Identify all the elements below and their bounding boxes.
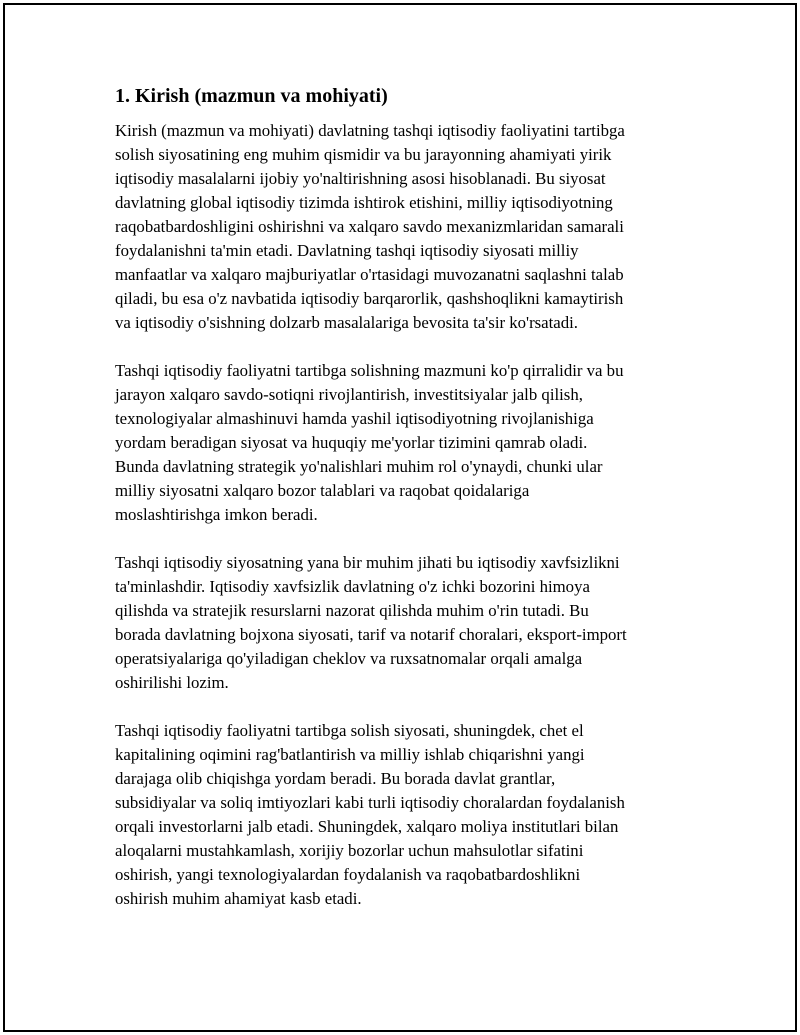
paragraph-line: kapitalining oqimini rag'batlantirish va milliy ishlab chiqarishni yangi xyxy=(115,745,585,764)
paragraph-1 xyxy=(115,119,685,335)
paragraph-line: raqobatbardoshligini oshirishni va xalqaro savdo mexanizmlaridan samarali xyxy=(115,217,624,236)
paragraph-line: Tashqi iqtisodiy siyosatning yana bir muhim jihati bu iqtisodiy xavfsizlikni xyxy=(115,553,620,572)
paragraph-line: foydalanishni ta'min etadi. Davlatning tashqi iqtisodiy siyosati milliy xyxy=(115,241,579,260)
paragraph-line: iqtisodiy masalalarni ijobiy yo'naltirishning asosi hisoblanadi. Bu siyosat xyxy=(115,169,606,188)
paragraph-line: texnologiyalar almashinuvi hamda yashil iqtisodiyotning rivojlanishiga xyxy=(115,409,594,428)
paragraph-line: orqali investorlarni jalb etadi. Shuningdek, xalqaro moliya institutlari bilan xyxy=(115,817,619,836)
paragraph-line: Bunda davlatning strategik yo'nalishlari muhim rol o'ynaydi, chunki ular xyxy=(115,457,603,476)
paragraph-line: va iqtisodiy o'sishning dolzarb masalalariga bevosita ta'sir ko'rsatadi. xyxy=(115,313,578,332)
paragraph-line: solish siyosatining eng muhim qismidir va bu jarayonning ahamiyati yirik xyxy=(115,145,612,164)
section-heading: 1. Kirish (mazmun va mohiyati) xyxy=(115,85,388,107)
paragraph-4 xyxy=(115,719,685,911)
paragraph-line: darajaga olib chiqishga yordam beradi. Bu borada davlat grantlar, xyxy=(115,769,556,788)
paragraph-line: moslashtirishga imkon beradi. xyxy=(115,505,318,524)
document-body xyxy=(115,84,685,935)
paragraph-line: milliy siyosatni xalqaro bozor talablari va raqobat qoidalariga xyxy=(115,481,530,500)
paragraph-line: Tashqi iqtisodiy faoliyatni tartibga solishning mazmuni ko'p qirralidir va bu xyxy=(115,361,624,380)
paragraph-2 xyxy=(115,359,685,527)
paragraph-line: operatsiyalariga qo'yiladigan cheklov va ruxsatnomalar orqali amalga xyxy=(115,649,583,668)
paragraph-line: aloqalarni mustahkamlash, xorijiy bozorlar uchun mahsulotlar sifatini xyxy=(115,841,584,860)
paragraph-line: Kirish (mazmun va mohiyati) davlatning tashqi iqtisodiy faoliyatini tartibga xyxy=(115,121,625,140)
paragraph-line: subsidiyalar va soliq imtiyozlari kabi turli iqtisodiy choralardan foydalanish xyxy=(115,793,625,812)
paragraph-line: yordam beradigan siyosat va huquqiy me'yorlar tizimini qamrab oladi. xyxy=(115,433,588,452)
paragraph-line: manfaatlar va xalqaro majburiyatlar o'rtasidagi muvozanatni saqlashni talab xyxy=(115,265,624,284)
paragraph-line: ta'minlashdir. Iqtisodiy xavfsizlik davlatning o'z ichki bozorini himoya xyxy=(115,577,590,596)
paragraph-line: borada davlatning bojxona siyosati, tarif va notarif choralari, eksport-import xyxy=(115,625,627,644)
paragraph-line: jarayon xalqaro savdo-sotiqni rivojlantirish, investitsiyalar jalb qilish, xyxy=(115,385,583,404)
paragraph-line: oshirish, yangi texnologiyalardan foydalanish va raqobatbardoshlikni xyxy=(115,865,581,884)
paragraph-3 xyxy=(115,551,685,695)
paragraph-line: qilishda va stratejik resurslarni nazorat qilishda muhim o'rin tutadi. Bu xyxy=(115,601,589,620)
paragraph-line: Tashqi iqtisodiy faoliyatni tartibga solish siyosati, shuningdek, chet el xyxy=(115,721,584,740)
paragraph-line: oshirish muhim ahamiyat kasb etadi. xyxy=(115,889,362,908)
paragraph-line: davlatning global iqtisodiy tizimda ishtirok etishini, milliy iqtisodiyotning xyxy=(115,193,613,212)
paragraph-list xyxy=(115,119,685,911)
paragraph-line: qiladi, bu esa o'z navbatida iqtisodiy barqarorlik, qashshoqlikni kamaytirish xyxy=(115,289,624,308)
paragraph-line: oshirilishi lozim. xyxy=(115,673,229,692)
